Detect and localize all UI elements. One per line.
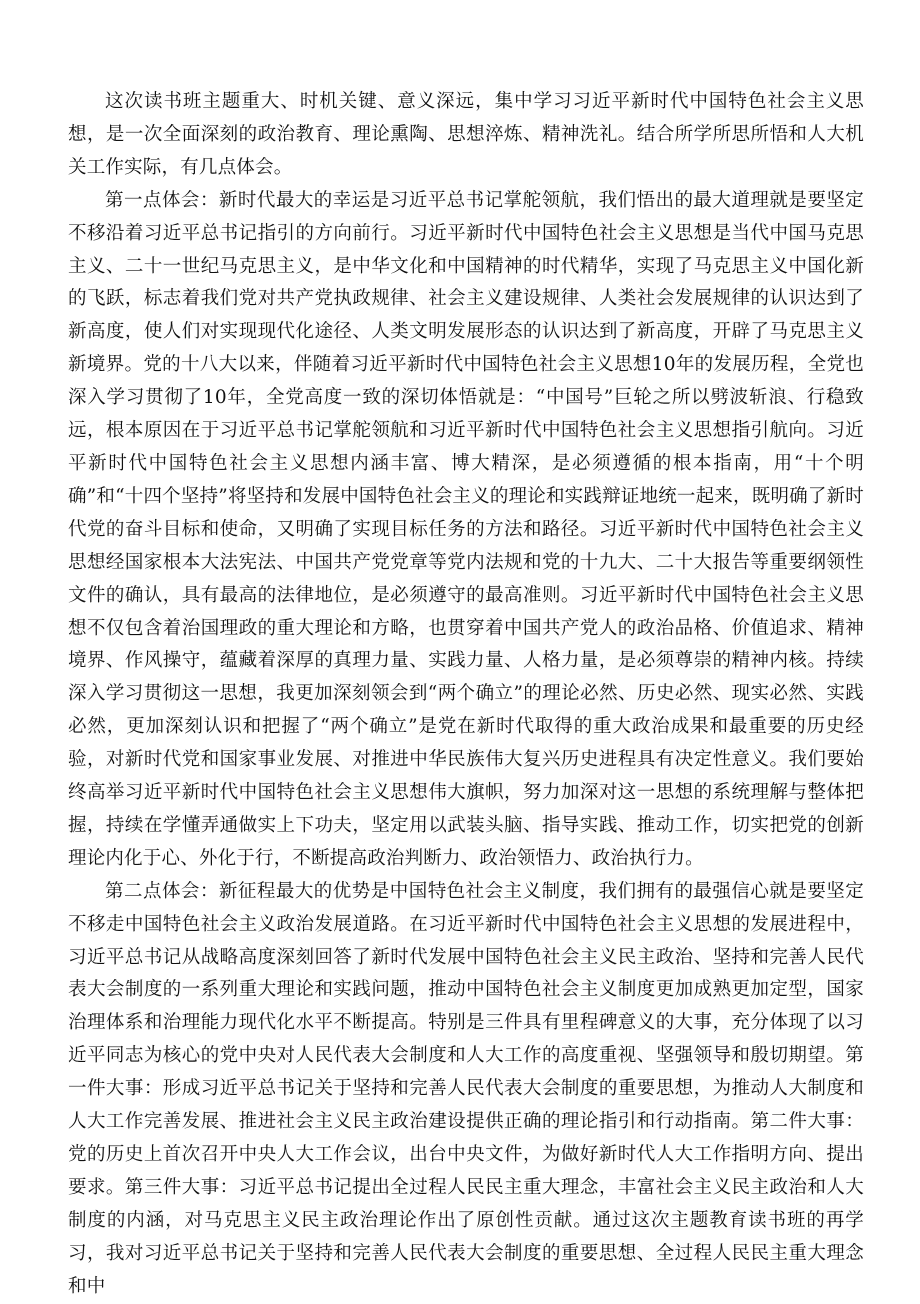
document-body [68,86,864,1304]
paragraph-first-point: 第一点体会：新时代最大的幸运是习近平总书记掌舵领航，我们悟出的最大道理就是要坚定不移沿着习近平总书记指引的方向前行。习近平新时代中国特色社会主义思想是当代中国马克思主义、二十一世纪马克思主义，是中华文化和中国精神的时代精华，实现了马克思主义中国化新的飞跃，标志着我们党对共产党执政规律、社会主义建设规律、人类社会发展规律的认识达到了新高度，使人们对实现现代化途径、人类文明发展形态的认识达到了新高度，开辟了马克思主义新境界。党的十八大以来，伴随着习近平新时代中国特色社会主义思想10年的发展历程，全党也深入学习贯彻了10年，全党高度一致的深切体悟就是：“中国号”巨轮之所以劈波斩浪、行稳致远，根本原因在于习近平总书记掌舵领航和习近平新时代中国特色社会主义思想指引航向。习近平新时代中国特色社会主义思想内涵丰富、博大精深，是必须遵循的根本指南，用“十个明确”和“十四个坚持”将坚持和发展中国特色社会主义的理论和实践辩证地统一起来，既明确了新时代党的奋斗目标和使命，又明确了实现目标任务的方法和路径。习近平新时代中国特色社会主义思想经国家根本大法宪法、中国共产党党章等党内法规和党的十九大、二十大报告等重要纲领性文件的确认，具有最高的法律地位，是必须遵守的最高准则。习近平新时代中国特色社会主义思想不仅包含着治国理政的重大理论和方略，也贯穿着中国共产党人的政治品格、价值追求、精神境界、作风操守，蕴藏着深厚的真理力量、实践力量、人格力量，是必须尊崇的精神内核。持续深入学习贯彻这一思想，我更加深刻领会到“两个确立”的理论必然、历史必然、现实必然、实践必然，更加深刻认识和把握了“两个确立”是党在新时代取得的重大政治成果和最重要的历史经验，对新时代党和国家事业发展、对推进中华民族伟大复兴历史进程具有决定性意义。我们要始终高举习近平新时代中国特色社会主义思想伟大旗帜，努力加深对这一思想的系统理解与整体把握，持续在学懂弄通做实上下功夫，坚定用以武装头脑、指导实践、推动工作，切实把党的创新理论内化于心、外化于行，不断提高政治判断力、政治领悟力、政治执行力。 [68,189,864,869]
paragraph-second-point: 第二点体会：新征程最大的优势是中国特色社会主义制度，我们拥有的最强信心就是要坚定不移走中国特色社会主义政治发展道路。在习近平新时代中国特色社会主义思想的发展进程中，习近平总书记从战略高度深刻回答了新时代发展中国特色社会主义民主政治、坚持和完善人民代表大会制度的一系列重大理论和实践问题，推动中国特色社会主义制度更加成熟更加定型，国家治理体系和治理能力现代化水平不断提高。特别是三件具有里程碑意义的大事，充分体现了以习近平同志为核心的党中央对人民代表大会制度和人大工作的高度重视、坚强领导和殷切期望。第一件大事：形成习近平总书记关于坚持和完善人民代表大会制度的重要思想，为推动人大制度和人大工作完善发展、推进社会主义民主政治建设提供正确的理论指引和行动指南。第二件大事：党的历史上首次召开中央人大工作会议，出台中央文件，为做好新时代人大工作指明方向、提出要求。第三件大事：习近平总书记提出全过程人民民主重大理念，丰富社会主义民主政治和人大制度的内涵，对马克思主义民主政治理论作出了原创性贡献。通过这次主题教育读书班的再学习，我对习近平总书记关于坚持和完善人民代表大会制度的重要思想、全过程人民民主重大理念和中 [68,880,864,1297]
paragraph-intro: 这次读书班主题重大、时机关键、意义深远，集中学习习近平新时代中国特色社会主义思想，是一次全面深刻的政治教育、理论熏陶、思想淬炼、精神洗礼。结合所学所思所悟和人大机关工作实际，有几点体会。 [68,91,864,178]
